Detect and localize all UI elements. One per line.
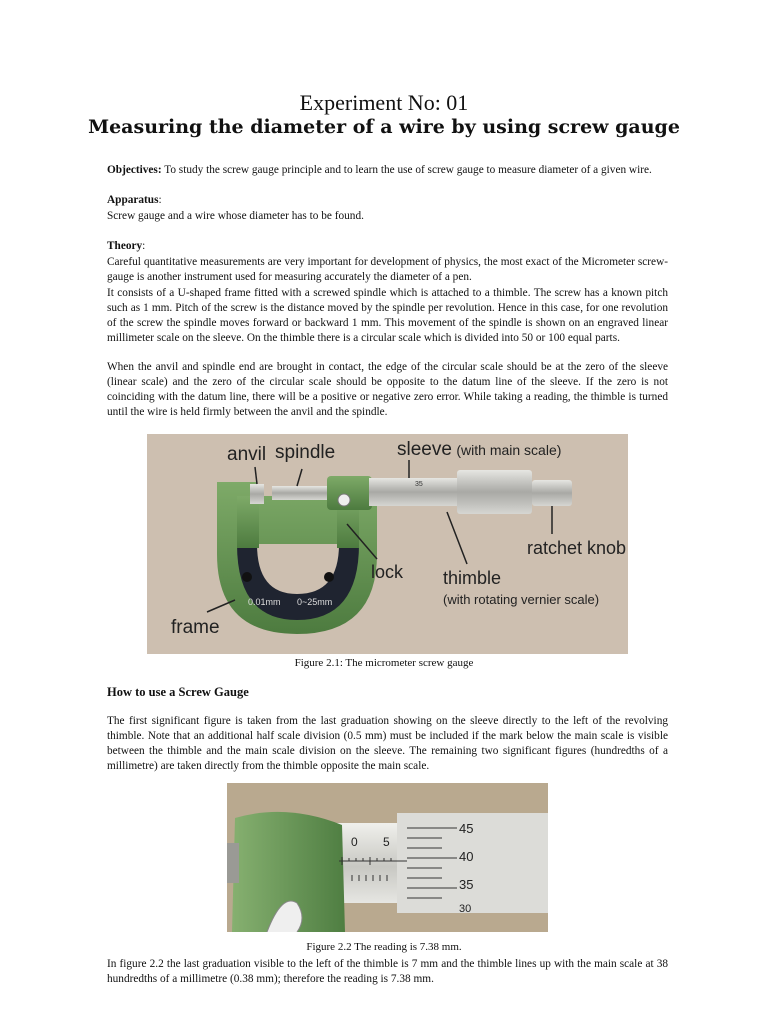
closing-paragraph: In figure 2.2 the last graduation visible to the left of the thimble is 7 mm and the thimble lines up with the main scale at 38 hundredths of a millimetre (0.38 mm); therefore the reading is 7.38 mm. xyxy=(107,958,668,986)
section-heading-how-to-use: How to use a Screw Gauge xyxy=(107,685,249,699)
apparatus-text: Screw gauge and a wire whose diameter has to be found. xyxy=(107,210,364,222)
objectives-paragraph xyxy=(107,163,668,178)
spindle-label: spindle xyxy=(275,442,336,463)
thimble-mark-40: 40 xyxy=(459,849,474,864)
objectives-text: To study the screw gauge principle and to learn the use of screw gauge to measure diameter of a given wire. xyxy=(161,164,652,176)
micrometer-photo xyxy=(147,434,628,654)
thimble-note: (with rotating vernier scale) xyxy=(443,592,600,607)
lock-label: lock xyxy=(371,562,404,582)
theory-paragraph-3: When the anvil and spindle end are brought in contact, the edge of the circular scale should be at the zero of the sleeve (linear scale) and the zero of the circular scale should be opposite to the datum line of the sleeve. If the zero is not coinciding with the datum line, there will be a positive or negative zero error. While taking a reading, the thimble is turned until the wire is held firmly between the anvil and the spindle. xyxy=(107,361,668,419)
ratchet-knob-label: ratchet knob xyxy=(527,538,627,558)
sleeve-note: (with main scale) xyxy=(456,442,562,458)
sleeve-mark-5: 5 xyxy=(383,835,390,849)
sleeve-label: sleeve xyxy=(397,439,452,460)
frame-engraving-resolution: 0.01mm xyxy=(248,597,281,607)
experiment-title: Experiment No: 01 xyxy=(299,90,469,115)
how-to-use-paragraph: The first significant figure is taken from the last graduation showing on the sleeve directly to the left of the revolving thimble. Note that an additional half scale division (0.5 mm) must be included if the mark below the main scale is visible between the thimble and the main scale division on the sleeve. The remaining two significant figures (hundredths of a millimetre) are taken directly from the thimble opposite the main scale. xyxy=(107,715,668,773)
anvil-label: anvil xyxy=(227,444,267,465)
sleeve-mark-0: 0 xyxy=(351,835,358,849)
theory-paragraph-1: Careful quantitative measurements are very important for development of physics, the most exact of the Micrometer screw-gauge is another instrument used for measuring accurately the diameter of a pen. xyxy=(107,256,668,284)
thimble-mark-35: 35 xyxy=(459,877,474,892)
thimble-mark-45: 45 xyxy=(459,821,474,836)
figure-1-caption: Figure 2.1: The micrometer screw gauge xyxy=(294,657,474,669)
frame-label: frame xyxy=(171,617,220,638)
objectives-label: Objectives: xyxy=(107,164,162,176)
theory-heading: Theory: xyxy=(107,240,146,252)
sleeve-label-group xyxy=(397,439,561,461)
apparatus-label: Apparatus xyxy=(107,194,159,206)
sleeve-scale-number: 35 xyxy=(415,481,423,488)
theory-paragraph-2: It consists of a U-shaped frame fitted with a screwed spindle which is attached to a thimble. The screw has a known pitch such as 1 mm. Pitch of the screw is the distance moved by the spindle per revolution. Hence in this case, for one revolution of the screw the spindle moves forward or backward 1 mm. This movement of the spindle is shown on an engraved linear millimeter scale on the sleeve. On the thimble there is a circular scale which is divided into 50 or 100 equal parts. xyxy=(107,287,668,345)
reading-illustration xyxy=(227,783,548,932)
thimble-label: thimble xyxy=(443,568,502,588)
frame-engraving-range: 0~25mm xyxy=(297,597,333,607)
figure-2-caption: Figure 2.2 The reading is 7.38 mm. xyxy=(306,941,462,953)
experiment-subtitle: Measuring the diameter of a wire by using screw gauge xyxy=(88,116,680,138)
theory-label: Theory xyxy=(107,240,143,252)
apparatus-heading: Apparatus: xyxy=(107,194,162,206)
reading-photo xyxy=(227,783,548,932)
thimble-mark-30: 30 xyxy=(459,903,472,915)
